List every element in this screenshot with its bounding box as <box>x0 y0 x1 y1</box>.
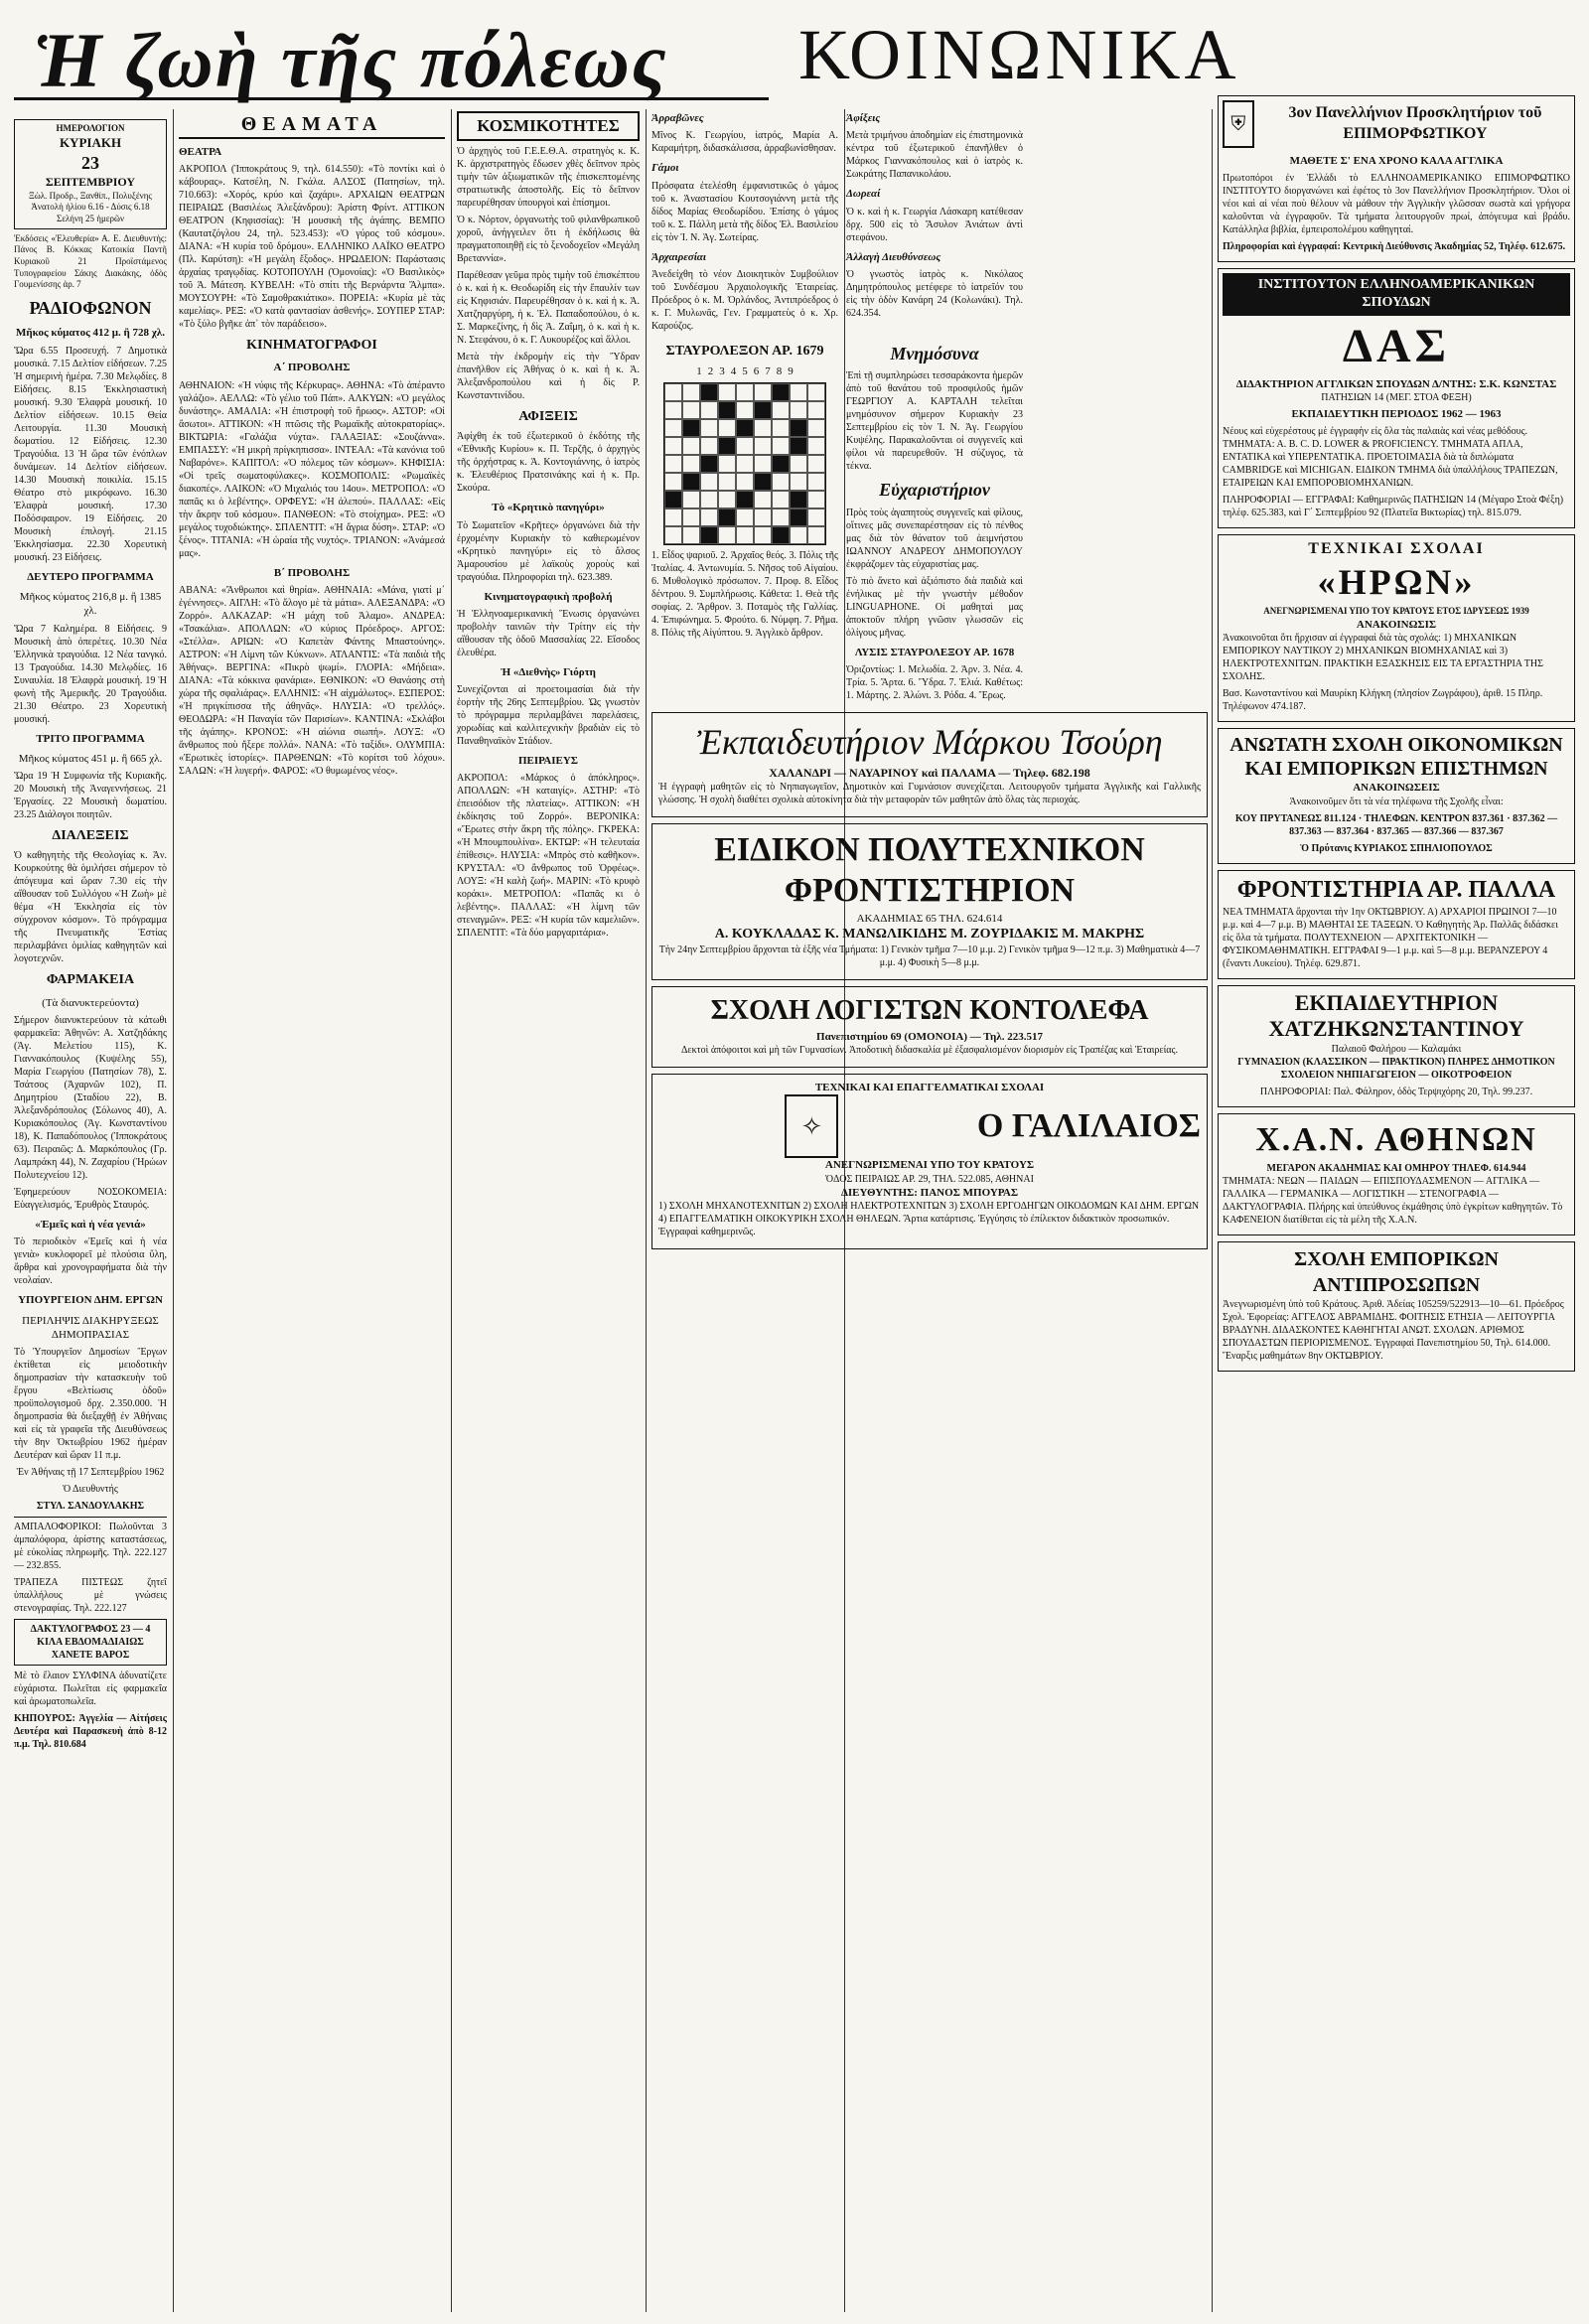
crossword-black-cell <box>718 508 736 526</box>
radio2-text: Ὥρα 7 Καλημέρα. 8 Εἰδήσεις. 9 Μουσικὴ ἀπὸ ὀπερέτες. 10.30 Νέα Ἑλληνικὰ τραγούδια. 12 Νέα τανγκό. 13 Τραγούδια. 14.30 Μελῳδίες. 16 Συναυλία. 18 Ἐλαφρὰ μουσική. 19 Ἡ φωνὴ τῆς Ἀμερικῆς. 20 Τραγούδια. 21.30 Θέατρο. 23 Χορευτικὴ μουσική. <box>14 623 167 725</box>
polytechnic-text: Τὴν 24ην Σεπτεμβρίου ἄρχονται τὰ ἑξῆς νέα Τμήματα: 1) Γενικὸν τμῆμα 7—10 μ.μ. 2) Γενικὸν τμῆμα 9—12 π.μ. 3) Μαθηματικὰ 4—7 μ.μ. 4) Φυσικὴ 5—8 μ.μ. <box>658 944 1201 969</box>
radio2-heading: ΔΕΥΤΕΡΟ ΠΡΟΓΡΑΜΜΑ <box>27 570 154 583</box>
economics-phones: ΚΟΥ ΠΡΥΤΑΝΕΩΣ 811.124 · ΤΗΛΕΦΩΝ. ΚΕΝΤΡΟΝ 837.361 · 837.362 — 837.363 — 837.364 · 837.365 — 837.366 — 837.367 <box>1234 812 1558 837</box>
crossword-cell[interactable] <box>718 491 736 508</box>
crossword-cell[interactable] <box>700 419 718 437</box>
donations-text: Ὁ κ. καὶ ἡ κ. Γεωργία Λάσκαρη κατέθεσαν δρχ. 500 εἰς τὸ Ἄσυλον Ἀνιάτων ἀντὶ στεφάνου. <box>846 206 1023 243</box>
crossword-cell[interactable] <box>718 419 736 437</box>
crossword-cell[interactable] <box>664 437 682 455</box>
linguaphone-text: Τὸ πιὸ ἄνετο καὶ ἀξιόπιστο διὰ παιδιὰ καὶ ἐνήλικας μὲ τὴν γνωστὴν μέθοδον LINGUAPHONE. Οἱ μαθηταὶ μας ἀποκτοῦν πλήρη γνῶσιν γλωσσῶν εἰς ὀλίγους μῆνας. <box>846 575 1023 639</box>
economics-sign: Ὁ Πρύτανις ΚΥΡΙΑΚΟΣ ΣΠΗΛΙΟΠΟΥΛΟΣ <box>1300 842 1493 854</box>
crossword-cell[interactable] <box>807 383 825 401</box>
weddings-heading: Γάμοι <box>651 162 679 175</box>
iron-announcement: ΑΝΑΚΟΙΝΩΣΙΣ <box>1356 618 1437 631</box>
calendar-day: ΚΥΡΙΑΚΗ <box>59 134 122 150</box>
crossword-column-number: 4 <box>730 365 737 378</box>
crossword-solution: Ὁριζοντίως: 1. Μελωδία. 2. Ἀρν. 3. Νέα. 4. Τρία. 5. Ἄρτα. 6. Ὕδρα. 7. Ἐλιά. Καθέτως: 1. Μάρτης. 2. Ἀλώνι. 3. Ρόδα. 4. Ἔρως. <box>846 663 1023 701</box>
column-divider <box>173 109 174 2312</box>
crossword-cell[interactable] <box>682 437 700 455</box>
crossword-cell[interactable] <box>807 455 825 473</box>
crossword-cell[interactable] <box>754 437 772 455</box>
crossword-black-cell <box>700 383 718 401</box>
crossword-black-cell <box>682 473 700 491</box>
iron-title: «ΗΡΩΝ» <box>1317 562 1476 603</box>
crossword-cell[interactable] <box>700 401 718 419</box>
crossword-cell[interactable] <box>772 419 790 437</box>
crossword-cell[interactable] <box>790 473 807 491</box>
crossword-cell[interactable] <box>754 491 772 508</box>
das-address: ΠΑΤΗΣΙΩΝ 14 (ΜΕΓ. ΣΤΟΑ ΦΕΞΗ) <box>1321 392 1472 404</box>
memorial-text: Ἐπὶ τῇ συμπληρώσει τεσσαράκοντα ἡμερῶν ἀπὸ τοῦ θανάτου τοῦ προσφιλοῦς ἡμῶν ΓΕΩΡΓΙΟΥ Α. ΚΑΡΤΑΛΗ τελεῖται μνημόσυνον σήμερον Κυριακὴν 23 Σεπτεμβρίου εἰς τὸν Ἱ. Ν. Ἁγ. Γεωργίου Κυψέλης. Παρακαλοῦνται οἱ συγγενεῖς καὶ φίλοι νὰ παρευρεθοῦν. Ἡ σύζυγος, τὰ τέκνα. <box>846 370 1024 473</box>
das-ad <box>1218 268 1575 527</box>
das-info: ΠΛΗΡΟΦΟΡΙΑΙ — ΕΓΓΡΑΦΑΙ: Καθημερινῶς ΠΑΤΗΣΙΩΝ 14 (Μέγαρο Στοὰ Φέξη) τηλέφ. 625.383, καὶ Γ΄ Σεπτεμβρίου 92 (Πλατεῖα Βικτωρίας) τηλ. 815.079. <box>1223 494 1564 518</box>
column-shows <box>179 105 445 2312</box>
youth-text: Τὸ περιοδικὸν «Ἐμεῖς καὶ ἡ νέα γενιὰ» κυκλοφορεῖ μὲ πλούσια ὕλη, ἄρθρα καὶ χρονογραφήματα διὰ τὴν νεολαίαν. <box>14 1236 167 1287</box>
crossword-cell[interactable] <box>736 437 754 455</box>
elections-text: Ἀνεδείχθη τὸ νέον Διοικητικὸν Συμβούλιον τοῦ Συνδέσμου Ἀρχαιολογικῆς Ἑταιρείας. Πρόεδρος ὁ κ. Μ. Ὀρλάνδος, Ἀντιπρόεδρος ὁ κ. Γ. Μυλωνᾶς, Γεν. Γραμματεὺς ὁ κ. Χρ. Καρούζος. <box>651 268 838 332</box>
festival-heading: Τὸ «Κρητικὸ πανηγύρι» <box>492 502 605 514</box>
crossword-cell[interactable] <box>790 383 807 401</box>
palla-title: ΦΡΟΝΤΙΣΤΗΡΙΑ ΑΡ. ΠΑΛΛΑ <box>1236 876 1556 903</box>
crossword-cell[interactable] <box>790 526 807 544</box>
crossword-black-cell <box>682 419 700 437</box>
crossword-cell[interactable] <box>682 491 700 508</box>
congress-address: Πληροφορίαι καὶ ἐγγραφαί: Κεντρικὴ Διεύθυνσις Ἀκαδημίας 52, Τηλέφ. 612.675. <box>1223 241 1566 253</box>
congress-sub: ΜΑΘΕΤΕ Σ' ΕΝΑ ΧΡΟΝΟ ΚΑΛΑ ΑΓΓΛΙΚΑ <box>1289 155 1504 167</box>
address-change-text: Ὁ γνωστὸς ἰατρὸς κ. Νικόλαος Δημητρόπουλος μετέφερε τὸ ἰατρεῖόν του εἰς τὴν ὁδὸν Κανάρη 24 (Κολωνάκι). Τηλ. 624.354. <box>846 268 1023 319</box>
column-notices <box>651 105 1208 2312</box>
rally-text: Συνεχίζονται αἱ προετοιμασίαι διὰ τὴν ἑορτὴν τῆς 26ης Σεπτεμβρίου. Ὡς γνωστὸν τὸ πρόγραμμα περιλαμβάνει παρελάσεις, χορωδίας καὶ καλλιτεχνικὴν βραδιὰν εἰς τὸ Παναθηναϊκὸν Στάδιον. <box>457 684 640 748</box>
galileo-sub: ΤΕΧΝΙΚΑΙ ΚΑΙ ΕΠΑΓΓΕΛΜΑΤΙΚΑΙ ΣΧΟΛΑΙ <box>814 1082 1045 1094</box>
hatz-sub: Παλαιοῦ Φαλήρου — Καλαμάκι <box>1331 1043 1462 1055</box>
pharmacies-text: Σήμερον διανυκτερεύουν τὰ κάτωθι φαρμακεῖα: Ἀθηνῶν: Α. Χατζηδάκης (Ἀγ. Μελετίου 115), Κ. Γιαννακόπουλος (Κυψέλης 55), Μαρία Γεωργίου (Πατησίων 78), Σ. Τσάτσος (Ἀχαρνῶν 102), Π. Δημητρίου (Σταδίου 22), Β. Ἀλεξανδρόπουλος (Σόλωνος 40), Α. Κυριακόπουλος (Ἀγ. Κωνσταντίνου 18), Κ. Παπαδόπουλος (Ἱπποκράτους 63). Πειραιῶς: Δ. Μαρκόπουλος (Γρ. Λαμπράκη 44), Ν. Ζαχαρίου (Ἠρώων Πολυτεχνείου 12). <box>14 1014 167 1181</box>
crossword-black-cell <box>754 473 772 491</box>
pharmacies-heading: ΦΑΡΜΑΚΕΙΑ <box>46 972 135 988</box>
ministry-text: Τὸ Ὑπουργεῖον Δημοσίων Ἔργων ἐκτίθεται εἰς μειοδοτικὴν δημοπρασίαν τὴν κατασκευὴν τοῦ ἔργου «Βελτίωσις ὁδοῦ» προϋπολογισμοῦ δρχ. 2.350.000. Ἡ δημοπρασία θὰ διεξαχθῇ ἐν Ἀθήναις καὶ εἰς τὰ γραφεῖα τῆς Διευθύνσεως τὴν 8ην Ὀκτωβρίου 1962 ἡμέραν Δευτέραν καὶ ὥραν 11 π.μ. <box>14 1347 167 1462</box>
crossword-black-cell <box>790 437 807 455</box>
thanks-text: Πρὸς τοὺς ἀγαπητοὺς συγγενεῖς καὶ φίλους, οἵτινες μᾶς συνεπαρέστησαν εἰς τὸ πένθος μας διὰ τὸν θάνατον τοῦ ἀειμνήστου ΙΩΑΝΝΟΥ ΑΝΔΡΕΟΥ ΔΗΜΟΠΟΥΛΟΥ ἐκφράζομεν τὰς εὐχαριστίας μας. <box>846 507 1023 570</box>
congress-title-row <box>1223 100 1570 148</box>
crossword-cell[interactable] <box>664 419 682 437</box>
donations-heading: Δωρεαί <box>846 188 881 201</box>
cinemas2-text: ΑΒΑΝΑ: «Ἄνθρωποι καὶ θηρία». ΑΘΗΝΑΙΑ: «Μάνα, γιατί μ᾽ ἐγέννησες». ΑΙΓΛΗ: «Τὸ ἄλογο μὲ τὰ μάτια». ΑΛΕΞΑΝΔΡΑ: «Ὁ Ζορρό». ΑΛΚΑΖΑΡ: «Ἡ μάχη τοῦ Ἀλαμο». ΑΝΔΡΕΑ: «Τσακάλια». ΑΠΟΛΛΩΝ: «Ὁ κύριος Πρόεδρος». ΑΡΓΟΣ: «Στέλλα». ΑΡΙΩΝ: «Ὁ Καπετὰν Φάντης Μπαστούνης». ΑΣΤΡΟΝ: «Ἡ Λίμνη τῶν Κύκνων». ΑΤΛΑΝΤΙΣ: «Τὰ παιδιὰ τῆς Ἀθήνας». ΒΕΡΓΙΝΑ: «Πικρὸ ψωμί». ΓΛΟΡΙΑ: «Μήδεια». ΔΙΑΝΑ: «Τὰ κόκκινα φανάρια». ΕΘΝΙΚΟΝ: «Ὁ Θανάσης στὴ χώρα τῆς σφαλιάρας». ΕΛΛΗΝΙΣ: «Ἡ αἰχμάλωτος». ΕΣΠΕΡΟΣ: «Ἡ πριγκίπισσα τῆς ἀθηνᾶς». ΗΛΥΣΙΑ: «Ὁ τρελλός». ΘΕΟΔΩΡΑ: «Ἡ Παναγία τῶν Παρισίων». ΚΑΝΤΙΝΑ: «Σκλάβοι τῆς ἀγάπης». ΚΡΟΝΟΣ: «Ἡ αἰώνια σιωπή». ΛΟΥΞ: «Ὁ ἄνθρωπος ποὺ ἤξερε πολλά». ΝΑΝΑ: «Τὸ ταξίδι». ΟΛΥΜΠΙΑ: «Ἐρωτικὲς ἱστορίες». ΠΑΡΘΕΝΩΝ: «Τὸ κορίτσι τοῦ λόχου». ΣΑΛΩΝ: «Ἡ λυγερή». ΦΑΡΟΣ: «Ὁ θυμωμένος νέος». <box>179 585 445 778</box>
crossword-black-cell <box>772 526 790 544</box>
crossword-cell[interactable] <box>682 455 700 473</box>
economics-text: Ἀνακοινοῦμεν ὅτι τὰ νέα τηλέφωνα τῆς Σχολῆς εἶναι: <box>1289 796 1504 807</box>
crossword-cell[interactable] <box>772 437 790 455</box>
crossword-column-number: 1 <box>696 365 702 378</box>
film-text: Ἡ Ἑλληνοαμερικανικὴ Ἕνωσις ὀργανώνει προβολὴν ταινιῶν τὴν Τρίτην εἰς τὴν αἴθουσαν τῆς ὁδοῦ Μασσαλίας 22. Εἴσοδος ἐλευθέρα. <box>457 608 640 658</box>
piraeus-heading: ΠΕΙΡΑΙΕΥΣ <box>518 755 578 768</box>
crossword-cell[interactable] <box>807 491 825 508</box>
thanks-heading: Εὐχαριστήριον <box>879 480 990 501</box>
crossword-cell[interactable] <box>682 401 700 419</box>
markou-text: Ἡ ἐγγραφὴ μαθητῶν εἰς τὸ Νηπιαγωγεῖον, Δημοτικὸν καὶ Γυμνάσιον συνεχίζεται. Λειτουργοῦν τμήματα Ἀγγλικῆς καὶ Γαλλικῆς γλώσσης. Ἡ σχολὴ διαθέτει σχολικὰ αὐτοκίνητα διὰ τὴν μεταφορὰν τῶν μαθητῶν ἀπὸ ὅλας τὰς περιοχάς. <box>658 782 1201 806</box>
compass-emblem-icon: ✧ <box>785 1094 838 1158</box>
cinemas-second-run: Β΄ ΠΡΟΒΟΛΗΣ <box>273 566 351 579</box>
crossword-black-cell <box>772 455 790 473</box>
crossword-column-number: 7 <box>765 365 771 378</box>
crossword-cell[interactable] <box>700 437 718 455</box>
crossword-cell[interactable] <box>700 473 718 491</box>
elections-heading: Ἀρχαιρεσίαι <box>651 250 706 263</box>
crossword-cell[interactable] <box>754 526 772 544</box>
column-society <box>457 105 640 2312</box>
arrivals-text: Ἀφίχθη ἐκ τοῦ ἐξωτερικοῦ ὁ ἐκδότης τῆς «Ἐθνικῆς Κυρίου» κ. Π. Τερζῆς, ὁ ἀρχηγὸς τῆς ὀρχήστρας κ. Ἀ. Κοντογιάννης, ὁ ἰατρὸς κ. Ἐλευθέριος Πρατσινάκης καὶ ἡ κ. Πρ. Σκούρα. <box>457 431 640 495</box>
crossword-column-number: 6 <box>753 365 760 378</box>
crossword-cell[interactable] <box>754 419 772 437</box>
hatz-title: ΕΚΠΑΙΔΕΥΤΗΡΙΟΝ ΧΑΤΖΗΚΩΝΣΤΑΝΤΙΝΟΥ <box>1268 989 1524 1042</box>
crossword-cell[interactable] <box>790 401 807 419</box>
crossword-black-cell <box>700 455 718 473</box>
crossword-cell[interactable] <box>718 526 736 544</box>
cinemas-first-run: Α΄ ΠΡΟΒΟΛΗΣ <box>273 362 351 374</box>
classified-ad: ΚΗΠΟΥΡΟΣ: Ἀγγελία — Αἰτήσεις Δευτέρα καὶ Παρασκευὴ ἀπὸ 8-12 π.μ. Τηλ. 810.684 <box>14 1713 167 1751</box>
agents-title: ΣΧΟΛΗ ΕΜΠΟΡΙΚΩΝ ΑΝΤΙΠΡΟΣΩΠΩΝ <box>1294 1247 1499 1296</box>
memorial-block <box>846 337 1023 706</box>
society-text: Μετὰ τὴν ἐκδρομὴν εἰς τὴν Ὕδραν ἐπανῆλθον εἰς Ἀθήνας ὁ κ. καὶ ἡ κ. Ἀ. Ἀλεξανδροπούλου καὶ ἡ δὶς Ρ. Κωνσταντινίδου. <box>457 352 640 402</box>
iron-address: Βασ. Κωνσταντίνου καὶ Μαυρίκη Κλήγκη (πλησίον Ζωγράφου), ἀριθ. 15 Πληρ. Τηλέφωνον 474.187. <box>1223 688 1543 713</box>
section-title: Ἡ ζωὴ τῆς πόλεως <box>34 17 668 103</box>
galileo-title: Ο ΓΑΛΙΛΑΙΟΣ <box>976 1107 1201 1145</box>
crossword-row <box>651 337 1208 706</box>
crossword-cell[interactable] <box>754 508 772 526</box>
palla-text: ΝΕΑ ΤΜΗΜΑΤΑ ἄρχονται τὴν 1ην ΟΚΤΩΒΡΙΟΥ. Α) ΑΡΧΑΡΙΟΙ ΠΡΩΙΝΟΙ 7—10 μ.μ. καὶ 4—7 μ.μ. Β) ΜΑΘΗΤΑΙ ΣΕ ΤΑΞΕΩΝ. Ὁ Καθηγητὴς Ἀρ. Παλλᾶς διδάσκει εἰς ὅλα τὰ τμήματα. ΠΟΛΥΤΕΧΝΕΙΟΝ — ΑΡΧΙΤΕΚΤΟΝΙΚΗ — ΦΥΣΙΚΟΜΑΘΗΜΑΤΙΚΗ. ΕΓΓΡΑΦΑΙ 9—1 μ.μ. καὶ 5—8 μ.μ. ΒΕΡΑΝΖΕΡΟΥ 4 (ἔναντι Λυκείου). Τηλέφ. 629.871. <box>1223 906 1558 969</box>
crossword-cell[interactable] <box>664 526 682 544</box>
crossword-cell[interactable] <box>664 473 682 491</box>
youth-heading: «Ἐμεῖς καὶ ἡ νέα γενιά» <box>35 1218 146 1231</box>
crossword-cell[interactable] <box>664 401 682 419</box>
address-change-heading: Ἀλλαγὴ Διευθύνσεως <box>846 250 941 263</box>
polytechnic-address: ΑΚΑΔΗΜΙΑΣ 65 ΤΗΛ. 624.614 <box>856 912 1003 925</box>
notices-right <box>846 105 1023 337</box>
society-text: Ὁ ἀρχηγὸς τοῦ Γ.Ε.Ε.Θ.Α. στρατηγὸς κ. Κ. Κ. ἀρχιστρατηγὸς ἔδωσεν χθὲς δεῖπνον πρὸς τιμὴν τῶν ἀξιωματικῶν τῆς ἐπισκεπτομένης στρατιωτικῆς ἀποστολῆς. Εἰς τὸ δεῖπνον παρευρέθησαν ὑπουργοὶ καὶ ἐπίσημοι. <box>457 146 640 210</box>
crossword-black-cell <box>736 491 754 508</box>
pharmacies-sub: (Τὰ διανυκτερεύοντα) <box>42 996 139 1009</box>
congress-title: 3ον Πανελλήνιον Προσκλητήριον τοῦ ΕΠΙΜΟΡΦΩΤΙΚΟΥ <box>1288 104 1542 142</box>
galileo-address: ὉΔΟΣ ΠΕΙΡΑΙΩΣ ΑΡ. 29, ΤΗΛ. 522.085, ΑΘΗΝΑΙ <box>825 1173 1034 1185</box>
iron-sub: ΤΕΧΝΙΚΑΙ ΣΧΟΛΑΙ <box>1308 539 1485 557</box>
crossword-cell[interactable] <box>772 508 790 526</box>
crossword-black-cell <box>700 526 718 544</box>
accountants-text: Δεκτοὶ ἀπόφοιτοι καὶ μὴ τῶν Γυμνασίων. Ἀποδοτικὴ διδασκαλία μὲ ἐξασφαλισμένον διορισμὸν εἰς Τραπέζας καὶ Ἑταιρείας. <box>680 1045 1179 1057</box>
polytechnic-title: ΕΙΔΙΚΟΝ ΠΟΛΥΤΕΧΝΙΚΟΝ ΦΡΟΝΤΙΣΤΗΡΙΟΝ <box>714 831 1145 910</box>
hatz-info: ΠΛΗΡΟΦΟΡΙΑΙ: Παλ. Φάληρον, ὁδὸς Τερψιχόρης 20, Τηλ. 99.237. <box>1259 1086 1533 1097</box>
crossword-cell[interactable] <box>682 508 700 526</box>
crossword-cell[interactable] <box>700 508 718 526</box>
crossword-cell[interactable] <box>682 383 700 401</box>
crossword-column-number: 5 <box>742 365 748 378</box>
accountants-title: ΣΧΟΛΗ ΛΟΓΙΣΤΩΝ ΚΟΝΤΟΛΕΦΑ <box>710 995 1149 1027</box>
crossword-cell[interactable] <box>718 455 736 473</box>
radio-sub: Μῆκος κύματος 412 μ. ἢ 728 χλ. <box>16 327 165 340</box>
xan-title: Χ.Α.Ν. ΑΘΗΝΩΝ <box>1255 1120 1537 1158</box>
hatz-text: ΓΥΜΝΑΣΙΟΝ (ΚΛΑΣΣΙΚΟΝ — ΠΡΑΚΤΙΚΟΝ) ΠΛΗΡΕΣ ΔΗΜΟΤΙΚΟΝ ΣΧΟΛΕΙΟΝ ΝΗΠΙΑΓΩΓΕΙΟΝ — ΟΙΚΟΤΡΟΦΕΙΟΝ <box>1237 1056 1555 1081</box>
iron-text: Ἀνακοινοῦται ὅτι ἤρχισαν αἱ ἐγγραφαὶ διὰ τὰς σχολάς: 1) ΜΗΧΑΝΙΚΩΝ ΕΜΠΟΡΙΚΟΥ ΝΑΥΤΙΚΟΥ 2) ΜΗΧΑΝΙΚΩΝ ΒΙΟΜΗΧΑΝΙΑΣ καὶ 3) ΗΛΕΚΤΡΟΤΕΧΝΙΤΩΝ. ΠΡΑΚΤΙΚΗ ΕΞΑΣΚΗΣΙΣ ΕΙΣ ΤΑ ΕΡΓΑΣΤΗΡΙΑ ΤΗΣ ΣΧΟΛΗΣ. <box>1223 633 1543 683</box>
piraeus-cinemas: ΑΚΡΟΠΟΛ: «Μάρκος ὁ ἀπόκληρος». ΑΠΟΛΛΩΝ: «Ἡ καταιγίς». ΑΣΤΗΡ: «Τὸ ἐπεισόδιον τῆς πλατείας». ΑΤΤΙΚΟΝ: «Ἡ ἐκδίκησις τοῦ Ζορρό». ΒΕΡΟΝΙΚΑ: «Ἔρωτες στὴν ἄκρη τῆς πόλης». ΓΚΡΕΚΑ: «Ἡ Μπουμπουλίνα». ΕΚΤΩΡ: «Ἡ τελευταία ἐπίθεσις». ΗΛΥΣΙΑ: «Μπρὸς στὸ καθῆκον». ΚΡΥΣΤΑΛ: «Ὁ ἄνθρωπος τοῦ Ὀρφέως». ΛΟΥΞ: «Ἡ καλὴ ζωή». ΜΑΡΙΝ: «Τὸ κρυφὸ κοράκι». ΜΕΤΡΟΠΟΛ: «Παπᾶς κι ὁ λεβέντης». ΠΑΛΛΑΣ: «Ἡ λίμνη τῶν στεναγμῶν». ΡΕΞ: «Ἡ κυρία τῶν καμελιῶν». ΣΠΛΕΝΤΙΤ: «Τὰ δύο μαργαριτάρια». <box>457 773 640 940</box>
calendar-date: 23 <box>81 152 99 173</box>
agents-ad <box>1218 1241 1575 1372</box>
das-title: ΙΝΣΤΙΤΟΥΤΟΝ ΕΛΛΗΝΟΑΜΕΡΙΚΑΝΙΚΩΝ ΣΠΟΥΔΩΝ <box>1223 273 1570 315</box>
cinemas-text: ΑΘΗΝΑΙΟΝ: «Ἡ νύφις τῆς Κέρκυρας». ΑΘΗΝΑ: «Τὸ ἀπέραντο γαλάζιο». ΑΕΛΛΩ: «Τὸ γέλιο τοῦ Πάπ». ΑΛΚΥΩΝ: «Ὁ μεγάλος δυνάστης». ΑΜΑΛΙΑ: «Ἡ ἐπιστροφὴ τοῦ ἥρωος». ΑΣΤΟΡ: «Οἱ ἄσωτοι». ΑΤΤΙΚΟΝ: «Ἡ πτῶσις τῆς Ρωμαϊκῆς αὐτοκρατορίας». ΒΙΚΤΩΡΙΑ: «Γαλάζια νύχτα». ΓΑΛΑΞΙΑΣ: «Σουζάννα». ΕΜΠΑΣΣΥ: «Ἡ μικρὴ πρίγκηπισσα». ΙΝΤΕΑΛ: «Τὰ κανόνια τοῦ Ναβαρόνε». ΚΑΠΙΤΟΛ: «Ὁ πόλεμος τῶν κόσμων». ΚΗΦΙΣΙΑ: «Οἱ τρεῖς σωματοφύλακες». ΚΟΣΜΟΠΟΛΙΣ: «Ρωμαϊκὲς διακοπές». ΛΑΙΚΟΝ: «Ὁ Μιχαλιός του 14ου». ΜΕΤΡΟΠΟΛ: «Ὁ παπᾶς κι ὁ λεβέντης». ΟΡΦΕΥΣ: «Ἡ ἀλεπού». ΠΑΛΛΑΣ: «Εἰς τὴν ἄκρην τοῦ κόσμου». ΠΑΝΘΕΟΝ: «Τὸ στοίχημα». ΡΕΞ: «Ὁ μεγάλος τυχοδιώκτης». ΣΠΛΕΝΤΙΤ: «Ἡ ἄγρια δύση». ΣΤΑΡ: «Ὁ ξένος». ΤΙΤΑΝΙΑ: «Ἡ ὡραία τῆς νυχτός». ΤΡΙΑΝΟΝ: «Ἀνάμεσά μας». <box>179 379 445 559</box>
radio2-sub: Μῆκος κύματος 216,8 μ. ἢ 1385 χλ. <box>19 591 162 618</box>
markou-address: ΧΑΛΑΝΔΡΙ — ΝΑΥΑΡΙΝΟΥ καὶ ΠΑΛΑΜΑ — Τηλεφ. 682.198 <box>769 765 1090 780</box>
newspaper-page <box>14 10 1575 2312</box>
crossword-black-cell <box>736 419 754 437</box>
calendar-month: ΣΕΠΤΕΜΒΡΙΟΥ <box>45 174 136 189</box>
radio-heading: ΡΑΔΙΟΦΩΝΟΝ <box>29 298 152 319</box>
crossword-black-cell <box>718 401 736 419</box>
ministry-sign-role: Ὁ Διευθυντής <box>63 1484 118 1496</box>
crossword-cell[interactable] <box>772 401 790 419</box>
column-divider <box>646 109 647 2312</box>
crossword-black-cell <box>790 491 807 508</box>
column-ads <box>1218 95 1575 2312</box>
masthead <box>14 10 769 119</box>
crossword-black-cell <box>790 508 807 526</box>
crossword-column-number: 3 <box>719 365 725 378</box>
cinemas-heading: ΚΙΝΗΜΑΤΟΓΡΑΦΟΙ <box>246 338 377 354</box>
crossword-column-number: 8 <box>776 365 783 378</box>
crossword-cell[interactable] <box>664 383 682 401</box>
theatres-heading: ΘΕΑΤΡΑ <box>179 146 222 158</box>
economics-title: ΑΝΩΤΑΤΗ ΣΧΟΛΗ ΟΙΚΟΝΟΜΙΚΩΝ ΚΑΙ ΕΜΠΟΡΙΚΩΝ ΕΠΙΣΤΗΜΩΝ <box>1229 734 1563 781</box>
ministry-heading: ΥΠΟΥΡΓΕΙΟΝ ΔΗΜ. ΕΡΓΩΝ <box>18 1294 163 1307</box>
arrivals2-text: Μετὰ τριμήνου ἀποδημίαν εἰς ἐπιστημονικὰ κέντρα τοῦ ἐξωτερικοῦ ἐπανῆλθεν ὁ Μάρκος Γιαννακόπουλος καὶ ὁ ἰατρὸς κ. Σωκράτης Παπανικολάου. <box>846 130 1023 181</box>
radio3-heading: ΤΡΙΤΟ ΠΡΟΓΡΑΜΜΑ <box>36 732 145 745</box>
film-heading: Κινηματογραφικὴ προβολή <box>484 590 613 603</box>
crossword-grid[interactable] <box>663 382 826 545</box>
crossword-cell[interactable] <box>772 473 790 491</box>
publisher-note: Ἐκδόσεις «Ἐλευθερία» Α. Ε. Διευθυντὴς: Πάνος Β. Κόκκας Κατοικία Παντῆ Κυριακοῦ 21 Προϊστάμενος Τυπογραφείου Σάκης Διακάκης, ὁδὸς Γουμενίσσης ἀρ. 7 <box>14 232 167 290</box>
congress-text: Πρωτοπόροι ἐν Ἑλλάδι τὸ ΕΛΛΗΝΟΑΜΕΡΙΚΑΝΙΚΟ ΕΠΙΜΟΡΦΩΤΙΚΟ ΙΝΣΤΙΤΟΥΤΟ διοργανώνει καὶ ἐφέτος τὸ 3ον Πανελλήνιον Προσκλητήριον. Ὅλοι οἱ νέοι καὶ αἱ νέαι ποὺ θέλουν νὰ μάθουν τὴν Ἀγγλικὴν γλῶσσαν σωστὰ καὶ γρήγορα καλοῦνται νὰ ἐγγραφοῦν. Τὰ τμήματα λειτουργοῦν πρωί, ἀπόγευμα καὶ βράδυ. Κατάλληλα βιβλία, ἐμπειροπολέμου καθηγηταί. <box>1223 173 1570 236</box>
agents-text: Ἀνεγνωρισμένη ὑπὸ τοῦ Κράτους. Ἀριθ. Ἀδείας 105259/522913—10—61. Πρόεδρος Σχολ. Ἐφορείας: ΑΓΓΕΛΟΣ ΑΒΡΑΜΙΔΗΣ. ΦΟΙΤΗΣΙΣ ΕΤΗΣΙΑ — ΛΕΙΤΟΥΡΓΙΑ ΒΡΑΔΥΝΗ. ΔΙΔΑΣΚΟΝΤΕΣ ΚΑΘΗΓΗΤΑΙ ΑΝΩΤ. ΣΧΟΛΩΝ. ΑΡΙΘΜΟΣ ΣΠΟΥΔΑΣΤΩΝ ΠΕΡΙΟΡΙΣΜΕΝΟΣ. Ἐγγραφαὶ Πανεπιστημίου 50, Τηλ. 614.000. Ἔναρξις μαθημάτων 8ην ΟΚΤΩΒΡΙΟΥ. <box>1223 1298 1564 1362</box>
lectures-heading: ΔΙΑΛΕΞΕΙΣ <box>52 828 129 844</box>
crossword-cell[interactable] <box>790 455 807 473</box>
crossword-cell[interactable] <box>664 455 682 473</box>
masthead-rule <box>14 97 769 100</box>
crossword-black-cell <box>790 419 807 437</box>
xan-text: ΤΜΗΜΑΤΑ: ΝΕΩΝ — ΠΑΙΔΩΝ — ΕΠΙΣΠΟΥΔΑΣΜΕΝΟΝ — ΑΓΓΛΙΚΑ — ΓΑΛΛΙΚΑ — ΓΕΡΜΑΝΙΚΑ — ΛΟΓΙΣΤΙΚΗ — ΣΤΕΝΟΓΡΑΦΙΑ — ΔΑΚΤΥΛΟΓΡΑΦΙΑ. Πλήρης καὶ ὑπεύθυνος ἐκμάθησις ὑπὸ ἐγκρίτων καθηγητῶν. Τὸ ΚΑΦΕΝΕΙΟΝ διατίθεται εἰς τὰ μέλη τῆς Χ.Α.Ν. <box>1223 1175 1563 1226</box>
radio3-text: Ὥρα 19 Ἡ Συμφωνία τῆς Κυριακῆς. 20 Μουσικὴ τῆς Ἀναγεννήσεως. 21 Ἐργασίες. 22 Μουσικὴ δωματίου. 23.25 Διάλογοι ποιητῶν. <box>14 771 167 821</box>
crossword-cell[interactable] <box>736 383 754 401</box>
classified-ad: Μὲ τὸ ἔλαιον ΣΥΛΦΙΝΑ ἀδυνατίζετε εὐχάριστα. Πωλεῖται εἰς φαρμακεῖα καὶ ἀρωματοπωλεῖα. <box>14 1670 167 1708</box>
crossword-cell[interactable] <box>807 508 825 526</box>
economics-announcement: ΑΝΑΚΟΙΝΩΣΕΙΣ <box>1353 782 1440 795</box>
notices-left <box>651 105 838 337</box>
column-divider <box>1212 109 1213 2312</box>
crossword-block <box>651 337 838 706</box>
hatz-ad <box>1218 985 1575 1107</box>
crossword-cell[interactable] <box>736 508 754 526</box>
crossword-cell[interactable] <box>807 401 825 419</box>
das-director: ΔΙΔΑΚΤΗΡΙΟΝ ΑΓΓΛΙΚΩΝ ΣΠΟΥΔΩΝ Δ/ΝΤΗΣ: Σ.Κ. ΚΩΝΣΤΑΣ <box>1235 378 1557 391</box>
rally-heading: Ἡ «Διεθνὴς» Γιόρτη <box>501 665 596 678</box>
society-heading: ΚΟΣΜΙΚΟΤΗΤΕΣ <box>457 111 640 141</box>
das-logo: ΔΑΣ <box>1342 319 1451 372</box>
crossword-cell[interactable] <box>718 383 736 401</box>
ministry-sign-date: Ἐν Ἀθήναις τῇ 17 Σεπτεμβρίου 1962 <box>16 1467 165 1479</box>
galileo-recognition: ΑΝΕΓΝΩΡΙΣΜΕΝΑΙ ΥΠΟ ΤΟΥ ΚΡΑΤΟΥΣ <box>824 1159 1035 1172</box>
congress-ad <box>1218 95 1575 262</box>
galileo-text: 1) ΣΧΟΛΗ ΜΗΧΑΝΟΤΕΧΝΙΤΩΝ 2) ΣΧΟΛΗ ΗΛΕΚΤΡΟΤΕΧΝΙΤΩΝ 3) ΣΧΟΛΗ ΕΡΓΟΔΗΓΩΝ ΟΙΚΟΔΟΜΩΝ ΚΑΙ ΔΗΜ. ΕΡΓΩΝ 4) ΕΠΑΓΓΕΛΜΑΤΙΚΗ ΟΙΚΟΚΥΡΙΚΗ ΣΧΟΛΗ ΘΗΛΕΩΝ. Ἄρτια κατάρτισις. Ἐγγύησις τὸ ἐπίλεκτον διδακτικὸν προσωπικόν. Ἐγγραφαὶ καθημερινῶς. <box>658 1201 1200 1238</box>
crossword-cell[interactable] <box>718 473 736 491</box>
iron-ad <box>1218 534 1575 723</box>
arrivals2-heading: Ἀφίξεις <box>846 112 881 124</box>
institute-emblem-icon: ⛨ <box>1223 100 1254 148</box>
festival-text: Τὸ Σωματεῖον «Κρῆτες» ὀργανώνει διὰ τὴν ἐρχομένην Κυριακὴν τὸ καθιερωμένον «Κρητικὸ πανηγύρι» εἰς τὸ ἄλσος Ἀμαρουσίου μὲ λαϊκοὺς χοροὺς καὶ τραγούδια. Πληροφορίαι τηλ. 623.389. <box>457 519 640 583</box>
crossword-cell[interactable] <box>736 455 754 473</box>
economics-ad <box>1218 728 1575 863</box>
xan-ad <box>1218 1113 1575 1235</box>
crossword-solution-heading: ΛΥΣΙΣ ΣΤΑΥΡΟΛΕΞΟΥ ΑΡ. 1678 <box>854 646 1015 658</box>
radio-text: Ὥρα 6.55 Προσευχή. 7 Δημοτικὰ μουσικά. 7.15 Δελτίον εἰδήσεων. 7.25 Ἡ σημερινὴ ἡμέρα. 7.30 Μελῳδίες. 8 Εἰδήσεις. 8.15 Ἐκκλησιαστικὴ μουσική. 9.30 Ἐλαφρὰ μουσική. 10 Δελτίον εἰδήσεων. 10.15 Θεία Λειτουργία. 11.30 Μουσικὴ δωματίου. 12 Εἰδήσεις. 12.30 Τραγούδια. 13 Ἡ ὥρα τῶν ἐνόπλων δυνάμεων. 14 Δελτίον εἰδήσεων. 14.30 Μουσικὴ ποικιλία. 15.15 Θέατρο στὸ μικρόφωνο. 16.30 Ἐλαφρὰ μουσική. 17.30 Ποδόσφαιρον. 19 Εἰδήσεις. 20 Μουσικὴ ἐπιλογή. 21.15 Ἐκκλησίασμα. 22.30 Χορευτικὴ μουσική. 23 Εἰδήσεις. <box>14 345 167 563</box>
calendar-text: Ξὼλ. Προδρ., Ξανθίπ., Πολυξένης Ἀνατολὴ ἡλίου 6.16 - Δύσις 6.18 Σελήνη 25 ἡμερῶν <box>29 190 152 223</box>
crossword-black-cell <box>772 383 790 401</box>
classified-heading: ΔΑΚΤΥΛΟΓΡΑΦΟΣ 23 — 4 ΚΙΛΑ ΕΒΔΟΜΑΔΙΑΙΩΣ ΧΑΝΕΤΕ ΒΑΡΟΣ <box>14 1619 167 1666</box>
notices-row <box>651 105 1208 337</box>
crossword-clues: 1. Εἶδος ψαριοῦ. 2. Ἀρχαῖος θεός. 3. Πόλις τῆς Ἰταλίας. 4. Ἀντωνυμία. 5. Νῆσος τοῦ Αἰγαίου. 6. Μυθολογικὸ πρόσωπον. 7. Προφ. 8. Εἶδος δέντρου. 9. Συμπλήρωσις. Κάθετα: 1. Θεὰ τῆς σοφίας. 2. Ἄρθρον. 3. Ποταμὸς τῆς Γαλλίας. 4. Ἐπιφώνημα. 5. Φρούτο. 6. Νύμφη. 7. Ρῆμα. 8. Πόλις τῆς Αἰγύπτου. 9. Ἀγγλικὸ ἄρθρον. <box>651 550 838 640</box>
lectures-text: Ὁ καθηγητὴς τῆς Θεολογίας κ. Ἀν. Κουρκούτης θὰ ὁμιλήσει σήμερον τὸ ἀπόγευμα καὶ ὥραν 7.30 εἰς τὴν αἴθουσαν τοῦ Συλλόγου «Ἡ Ζωὴ» μὲ θέμα «Ἡ Ἐκκλησία εἰς τὸν σύγχρονον κόσμον». Τὸ πρόγραμμα τῆς Πνευματικῆς Ἑστίας περιλαμβάνει ὁμιλίας καθηγητῶν καὶ λογοτεχνῶν. <box>14 850 167 965</box>
column-divider <box>451 109 452 2312</box>
crossword-cell[interactable] <box>807 419 825 437</box>
calendar-label: ΗΜΕΡΟΛΟΓΙΟΝ <box>56 123 125 133</box>
crossword-column-number: 9 <box>788 365 794 378</box>
crossword-numbers <box>651 364 838 378</box>
markou-ad <box>651 712 1208 817</box>
radio3-sub: Μῆκος κύματος 451 μ. ἢ 665 χλ. <box>18 752 163 765</box>
accountants-ad <box>651 986 1208 1068</box>
ministry-sub: ΠΕΡΙΛΗΨΙΣ ΔΙΑΚΗΡΥΞΕΩΣ ΔΗΜΟΠΡΑΣΙΑΣ <box>22 1314 159 1341</box>
crossword-cell[interactable] <box>736 401 754 419</box>
engagements-heading: Ἀρραβῶνες <box>651 112 704 124</box>
weddings-text: Πρόσφατα ἐτελέσθη ἐμφανιστικῶς ὁ γάμος τοῦ κ. Ἀναστασίου Κουτσογιάννη μετὰ τῆς δίδος Μαρίας Θεοδωρίδου. Ἐπίσης ὁ γάμος τοῦ κ. Σ. Πάλλη μετὰ τῆς δίδος Ἑλ. Βασιλείου εἰς τὸν Ἱ. Ν. Ἁγ. Σωτείρας. <box>651 180 838 243</box>
xan-sub: ΜΕΓΑΡΟΝ ΑΚΑΔΗΜΙΑΣ ΚΑΙ ΟΜΗΡΟΥ ΤΗΛΕΦ. 614.944 <box>1266 1162 1526 1174</box>
polytechnic-ad <box>651 823 1208 980</box>
classified-ad: ΑΜΠΑΛΟΦΟΡΙΚΟΙ: Πωλοῦνται 3 ἀμπαλόφορα, ἀρίστης καταστάσεως, μὲ εὐκολίας πληρωμῆς. Τηλ. 222.127 — 232.855. <box>14 1517 167 1572</box>
hospital-text: Ἐφημερεύουν ΝΟΣΟΚΟΜΕΙΑ: Εὐαγγελισμός, Ἐρυθρὸς Σταυρός. <box>14 1186 167 1211</box>
classified-ad: ΤΡΑΠΕΖΑ ΠΙΣΤΕΩΣ ζητεῖ ὑπαλλήλους μὲ γνώσεις στενογραφίας. Τηλ. 222.127 <box>14 1577 167 1615</box>
crossword-black-cell <box>664 491 682 508</box>
iron-recognition: ΑΝΕΓΝΩΡΙΣΜΕΝΑΙ ΥΠΟ ΤΟΥ ΚΡΑΤΟΥΣ ΕΤΟΣ ΙΔΡΥΣΕΩΣ 1939 <box>1263 606 1529 617</box>
crossword-heading: ΣΤΑΥΡΟΛΕΞΟΝ ΑΡ. 1679 <box>665 343 824 359</box>
crossword-cell[interactable] <box>754 383 772 401</box>
markou-title: Ἐκπαιδευτήριον Μάρκου Τσούρη <box>696 721 1163 762</box>
society-text: Παρέθεσαν γεῦμα πρὸς τιμὴν τοῦ ἐπισκέπτου ὁ κ. καὶ ἡ κ. Θεοδωρίδη εἰς τὴν ἔπαυλίν των εἰς Κηφισιάν. Παρευρέθησαν ὁ κ. καὶ ἡ κ. Ἀ. Χατζηαργύρη, ἡ κ. Ἑλ. Παπαδοπούλου, ὁ κ. Σ. Μαρκεζίνης, ἡ δὶς Ἀ. Ζαΐμη, ὁ κ. καὶ ἡ κ. Ν. Στεφάνου, ὁ κ. Γ. Λυκουρέζος καὶ ἄλλοι. <box>457 270 640 347</box>
memorial-heading: Μνημόσυνα <box>890 343 979 363</box>
galileo-director: ΔΙΕΥΘΥΝΤΗΣ: ΠΑΝΟΣ ΜΠΟΥΡΑΣ <box>840 1186 1019 1199</box>
galileo-title-row <box>658 1094 1201 1158</box>
crossword-column-number: 2 <box>707 365 714 378</box>
crossword-cell[interactable] <box>807 473 825 491</box>
shows-heading: ΘΕΑΜΑΤΑ <box>179 111 445 139</box>
theatres-text: ΑΚΡΟΠΟΛ (Ἱπποκράτους 9, τηλ. 614.550): «Τὸ ποντίκι καὶ ὁ κάβουρας». Κατσέλη, Ν. Γκάλα. ΑΛΣΟΣ (Πατησίων, τηλ. 710.663): «Χορός, κρύο καὶ ζαχάρι». ΑΡΧΑΙΩΝ ΘΕΑΤΡΩΝ ΠΕΙΡΑΙΩΣ (Βασιλέως Ἀλεξάνδρου): Ἀρίστη Φρίντ. ΑΤΤΙΚΟΝ ΘΕΑΤΡΟΝ (Κηφισσίας): Ἡ μουσικὴ τῆς ἀγάπης. ΒΕΜΠΟ (Καυτατζόγλου 24, τηλ. 523.453): «Ὁ γύρος τοῦ κόσμου». ΔΙΑΝΑ: «Ἡ κυρία τοῦ δρόμου». ΕΛΛΗΝΙΚΟ ΛΑΪΚΟ ΘΕΑΤΡΟ (Πλ. Καρύτση): «Ἡ μεγάλη ἔξοδος». ΗΡΩΔΕΙΟΝ: Παράστασις ἀρχαίας τραγῳδίας. ΚΟΤΟΠΟΥΛΗ (Ὁμονοίας): «Ὁ Βασιλικὸς» τοῦ Ἀ. Μάτεση. ΚΥΒΕΛΗ: «Τὸ σπίτι τῆς Βερνάρντα Ἄλμπα». ΜΟΥΣΟΥΡΗ: «Τὸ Σαμοθρακιάτικο». ΠΟΡΕΙΑ: «Κυρία μὲ τὰς καμελίας». ΡΕΞ: «Ὁ κατὰ φαντασίαν ἀσθενής». ΣΟΥΠΕΡ ΣΤΑΡ: «Τὸ ξύλο βγῆκε ἀπ᾽ τὸν παράδεισο». <box>179 164 445 331</box>
galileo-ad <box>651 1074 1208 1249</box>
crossword-cell[interactable] <box>700 491 718 508</box>
arrivals-heading: ΑΦΙΞΕΙΣ <box>518 409 578 425</box>
engagements-text: Μῖνος Κ. Γεωργίου, ἰατρός, Μαρία Α. Καραμήτρη, διδασκάλισσα, ἀρραβωνίσθησαν. <box>651 130 838 155</box>
society-text: Ὁ κ. Νόρτον, ὀργανωτὴς τοῦ φιλανθρωπικοῦ χοροῦ, ἀνήγγειλεν ὅτι ἡ ἑκδήλωσις θὰ πραγματοποιηθῇ εἰς τὸ ξενοδοχεῖον «Μεγάλη Βρεταννία». <box>457 215 640 265</box>
crossword-cell[interactable] <box>772 491 790 508</box>
accountants-address: Πανεπιστημίου 69 (ΟΜΟΝΟΙΑ) — Τηλ. 223.517 <box>816 1030 1043 1043</box>
crossword-cell[interactable] <box>807 526 825 544</box>
das-text: Νέους καὶ εὐχερέστους μὲ ἐγγραφὴν εἰς ὅλα τὰς παλαιὰς καὶ νέας μεθόδους. ΤΜΗΜΑΤΑ: Α. Β. C. D. LOWER & PROFICIENCY. ΤΜΗΜΑΤΑ ΑΠΛΑ, ΕΝΤΑΤΙΚΑ καὶ ΥΠΕΡΕΝΤΑΤΙΚΑ. ΠΡΟΕΤΟΙΜΑΣΙΑ διὰ τὰ διπλώματα CAMBRIDGE καὶ MICHIGAN. ΕΙΔΙΚΟΝ ΤΜΗΜΑ διὰ ὑπαλλήλους ΤΡΑΠΕΖΩΝ, ΕΤΑΙΡΕΙΩΝ ΚΑΙ ΕΜΠΟΡΟΒΙΟΜΗΧΑΝΙΩΝ. <box>1223 425 1558 489</box>
polytechnic-names: Α. ΚΟΥΚΛΑΔΑΣ Κ. ΜΑΝΩΛΙΚΙΔΗΣ Μ. ΖΟΥΡΙΔΑΚΙΣ Μ. ΜΑΚΡΗΣ <box>714 927 1145 943</box>
das-period: ΕΚΠΑΙΔΕΥΤΙΚΗ ΠΕΡΙΟΔΟΣ 1962 — 1963 <box>1291 408 1502 421</box>
crossword-cell[interactable] <box>807 437 825 455</box>
palla-ad <box>1218 870 1575 979</box>
crossword-cell[interactable] <box>664 508 682 526</box>
crossword-cell[interactable] <box>736 526 754 544</box>
crossword-cell[interactable] <box>682 526 700 544</box>
ministry-sign-name: ΣΤΥΛ. ΣΑΝΔΟΥΛΑΚΗΣ <box>36 1501 145 1513</box>
crossword-black-cell <box>718 437 736 455</box>
crossword-cell[interactable] <box>754 455 772 473</box>
calendar-box <box>14 119 167 229</box>
crossword-black-cell <box>754 401 772 419</box>
society-section-title: ΚΟΙΝΩΝΙΚΑ <box>798 15 1240 94</box>
column-calendar <box>14 119 167 2312</box>
crossword-cell[interactable] <box>736 473 754 491</box>
